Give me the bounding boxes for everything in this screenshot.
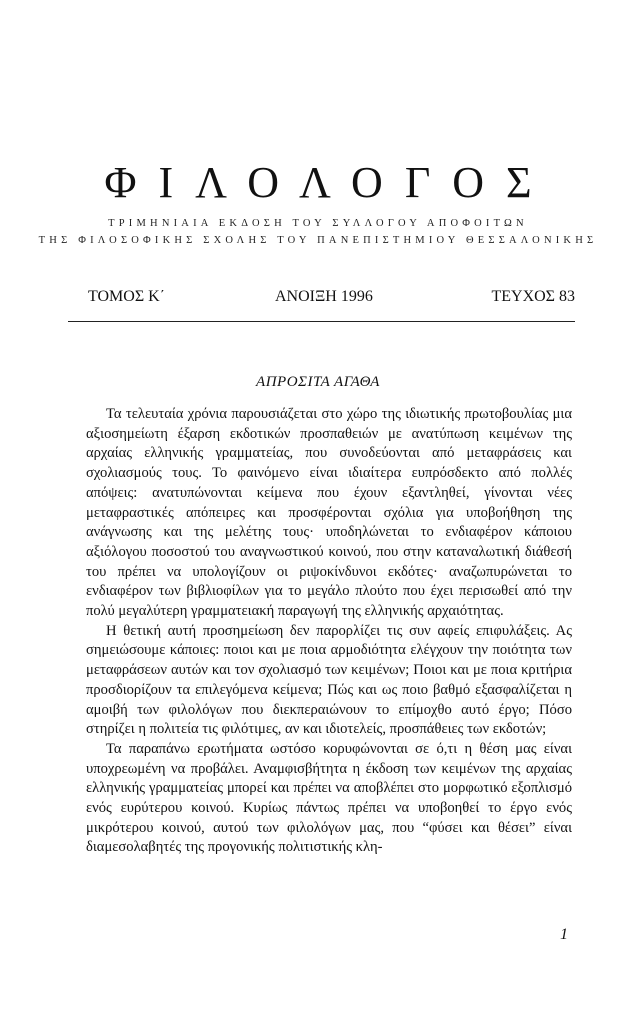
article-paragraph-1: Τα τελευταία χρόνια παρουσιάζεται στο χώρο της ιδιωτικής πρωτοβουλίας μια αξιοσημείωτη έξαρση εκδοτικών προσπαθειών με ανατύπωση κειμένων της αρχαίας ελληνικής γραμματείας, που συνοδεύονται από μεταφράσεις και σχολιασμούς τους. Το φαινόμενο είναι ιδιαίτερα ευπρόσδεκτο από πολλές απόψεις: ανατυπώνονται κείμενα που έχουν εξαντληθεί, γίνονται νέες μεταφραστικές απόπειρες και προσφέρονται σχόλια για υποβοήθηση της ανάγνωσης και της μελέτης τους· υποδηλώνεται το ενδιαφέρον κάποιου αξιόλογου ποσοστού του αναγνωστικού κοινού, που στην καταναλωτική διάθεσή του πρέπει να υπολογίζουν οι ριψοκίνδυνοι εκδότες· αναζωπυρώνεται το ενδιαφέρον των βιβλιοφίλων για το μεγάλο πλούτο που έχει περισωθεί από την πολύ μεγαλύτερη γραμματειακή παραγωγή της ελληνικής αρχαιότητας. bbox=[86, 406, 572, 620]
issue-number: ΤΕΥΧΟΣ 83 bbox=[491, 288, 575, 305]
issue-volume: ΤΟΜΟΣ Κ΄ bbox=[88, 288, 166, 305]
article-title: ΑΠΡΟΣΙΤΑ ΑΓΑΘΑ bbox=[256, 374, 380, 390]
article-paragraph-2: Η θετική αυτή προσημείωση δεν παρορλίζει τις συν αφείς επιφυλάξεις. Ας σημειώσουμε κάποιες: ποιοι και με ποια αρμοδιότητα ελέγχουν την ποιότητα των μεταφράσεων αυτών και τον σχολιασμό των κειμένων; Ποιοι και με ποια κριτήρια προσδιορίζουν τα επιλεγόμενα κείμενα; Πώς και ως ποιο βαθμό εξασφαλίζεται η αμοιβή των φιλολόγων που διεκπεραιώνουν το επίμοχθο αυτό έργο; Πόσο στηρίζει η πολιτεία τις φιλότιμες, αν και ιδιοτελείς, προσπάθειες των εκδοτών; bbox=[86, 622, 572, 738]
journal-title: ΦΙΛΟΛΟΓΟΣ bbox=[104, 158, 554, 207]
header-rule bbox=[68, 321, 575, 322]
journal-subtitle-line-1: ΤΡΙΜΗΝΙΑΙΑ ΕΚΔΟΣΗ ΤΟΥ ΣΥΛΛΟΓΟΥ ΑΠΟΦΟΙΤΩΝ bbox=[108, 218, 528, 229]
article-paragraph-3: Τα παραπάνω ερωτήματα ωστόσο κορυφώνονται σε ό,τι η θέση μας είναι υποχρεωμένη να προβάλει. Αναμφισβήτητα η έκδοση των κειμένων της αρχαίας ελληνικής γραμματείας μπορεί και πρέπει να αποβλέπει στο μορφωτικό εξοπλισμό ενός ευρύτερου κοινού. Κυρίως πάντως πρέπει να υποβοηθεί το έργο ενός μικρότερου κοινού, αυτού των φιλολόγων μας, που “φύσει και θέσει” είναι διαμεσολαβητές της προγονικής πολιτιστικής κλη- bbox=[86, 740, 572, 856]
journal-subtitle-line-2: ΤΗΣ ΦΙΛΟΣΟΦΙΚΗΣ ΣΧΟΛΗΣ ΤΟΥ ΠΑΝΕΠΙΣΤΗΜΙΟΥ ΘΕΣΣΑΛΟΝΙΚΗΣ bbox=[38, 235, 598, 246]
page-number: 1 bbox=[560, 926, 568, 943]
issue-info bbox=[70, 288, 575, 312]
issue-season: ΑΝΟΙΞΗ 1996 bbox=[275, 288, 373, 305]
article-body bbox=[86, 405, 572, 858]
